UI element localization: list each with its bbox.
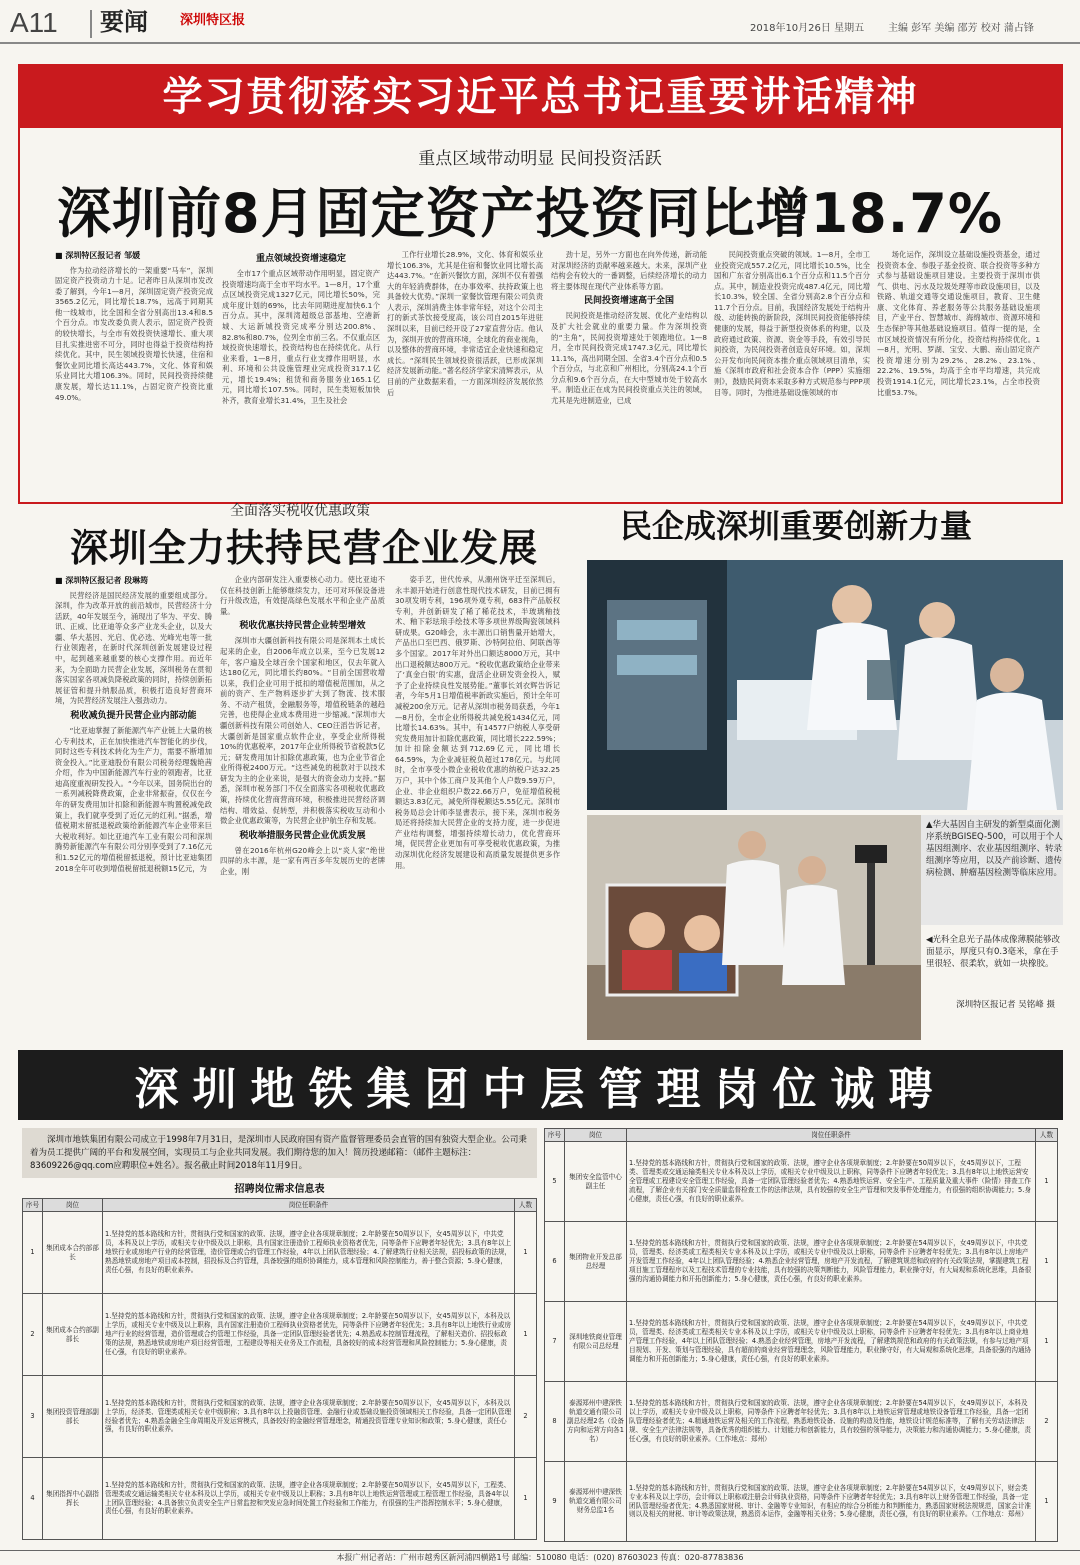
table-cell-post: 集团物业开发总部总经理 — [565, 1222, 627, 1302]
subhead: 重点领域投资增速稳定 — [255, 254, 346, 264]
paragraph: 民间投资是推动经济发展、优化产业结构以及扩大社会就业的重要力量。作为深圳投资的“主角”，民间投资增速处于领跑地位。1—8月，全市民间投资完成1747.3亿元，同比增长11.1%，高出同期全国、全省3.4个百分点和0.5个百分点，与北京和广州相比，分别高24.1个百分点和9.6个百分点，在大中型城市处于较高水平。制造业正在成为民间投资重点关注的领域，尤其是先进制造业，已成 — [551, 311, 707, 405]
page-footer: 本报广州记者站：广州市越秀区新河浦四横路1号 邮编：510080 电话：(020) 87603023 传真：020-87783836 — [0, 1550, 1080, 1565]
col-header: 序号 — [23, 1199, 43, 1212]
divider — [90, 10, 92, 38]
article1-column — [387, 250, 543, 495]
table-row — [23, 1212, 537, 1294]
table-cell-n: 4 — [23, 1458, 43, 1540]
col-header: 序号 — [545, 1129, 565, 1142]
recruitment-intro — [22, 1128, 537, 1178]
table-cell-count: 1 — [1036, 1462, 1058, 1542]
table-row — [23, 1376, 537, 1458]
paragraph: 深圳市大疆创新科技有限公司是深圳本土成长起来的企业，自2006年成立以来，至今已发展12年，客户遍及全球百余个国家和地区，仅去年就入达180亿元，同比增长约80%。“目前全国营收增以来，我们企业可用于抵扣的增值税范围加，从之前的资产、生产物料逐步扩大到了物流、技术服务、不动产租赁，金融服务等，增值税链条的越趋完善，也使得企业成本费用进一步缩减。”深圳市大疆创新科技有限公司创始人、CEO汪滔告诉记者，大疆创新是国家重点软件企业，享受企业所得税10%的优惠税率，2017年企业所得税节省税款5亿元；研发费用加计扣除优惠政策，也为企业节省企业所得税2400万元。“这些减免的税款对于以技术研发为主的企业来说，是强大的资金动力支持。”据悉，深圳市税务部门不仅全面落实各项税收优惠政策，持续优化营商营商环境，积极推进民营经济调结构、增效益、促转型，并积极落实税收互动和小微企业优惠政策等，为民营企业护航生存和发展。 — [220, 636, 385, 826]
jobs-table-right — [544, 1128, 1058, 1542]
table-row — [545, 1142, 1058, 1222]
table-cell-req: 1.坚持党的基本路线和方针，贯彻执行党和国家的政策、法规，遵守企业各项规章制度；2.年龄要在50周岁以下，女45周岁以下，工程类、管理类或交通运输类相关专业本科及以上学历，或相关专业中级及以上职称；3.具有8年以上地铁运营管理或工程管理工作经验，具备4年以上团队管理经验；4.具备独立负责安全生产日常监控和突发应急时间处置工作经验和工作能力，有很强的生产指挥控制水平；5.身心健康，责任心强，有良好的职业素养。 — [103, 1458, 515, 1540]
intro-text: 深圳市地铁集团有限公司成立于1998年7月31日，是深圳市人民政府国有资产监督管理委员会直管的国有独资大型企业。公司秉着为员工提供广阔的平台和发展空间，实现员工与企业共同发展。我们期待您的加入！简历投递邮箱：（邮件主题标注：83609226@qq.com应聘职位+姓名）。报名截止时间2018年11月9日。 — [30, 1135, 527, 1171]
theme-banner — [18, 64, 1063, 126]
article2-column — [55, 575, 212, 1045]
col-header: 人数 — [515, 1199, 537, 1212]
col-header: 人数 — [1036, 1129, 1058, 1142]
recruitment-banner-text: 深圳地铁集团中层管理岗位诚聘 — [134, 1064, 947, 1115]
subhead: 民间投资增速高于全国 — [583, 296, 674, 307]
feature-headline: 民企成深圳重要创新力量 — [620, 507, 973, 545]
table-row — [23, 1294, 537, 1376]
table-cell-n: 2 — [23, 1294, 43, 1376]
table-cell-post: 深圳地铁商业管理有限公司总经理 — [565, 1302, 627, 1382]
paragraph: 曾在2016年杭州G20峰会上以“炎人家”绝世四屏的永丰源，是一家有两百多年发展历史的老牌企业，刚 — [220, 845, 385, 876]
table-cell-req: 1.坚持党的基本路线和方针，贯彻执行党和国家的政策、法规，遵守企业各项规章制度；2.年龄要在50周岁以下，女45周岁以下，工程类、管理类或交通运输类相关专业本科及以上学历，或相关专业中级及以上职称，同等条件下应聘者年轻优先；3.具有8年以上地铁运营安全管理或工程建设安全管理工作经验，具备一定团队管理经验者优先；4.熟悉地铁运营、安全生产、工程质量及重大事件（险情）排查工作流程，了解企业有关部门安全质量监督检查工作的法律法规，具有较强的安全生产管理和突发事件处理能力，有很强的组织协调能力；5.身心健康，责任心强，有良好的职业素养。 — [627, 1142, 1036, 1222]
table-cell-n: 7 — [545, 1302, 565, 1382]
table-cell-count: 1 — [515, 1294, 537, 1376]
table-cell-n: 3 — [23, 1376, 43, 1458]
table-cell-n: 1 — [23, 1212, 43, 1294]
display-film-illustration — [587, 815, 921, 1040]
table-cell-n: 8 — [545, 1382, 565, 1462]
issue-date: 2018年10月26日 星期五 — [750, 23, 865, 34]
table-cell-req: 1.坚持党的基本路线和方针，贯彻执行党和国家的政策、法规，遵守企业各项规章制度；2.年龄要在50周岁以下，女45周岁以下，本科及以上学历，或相关专业中级及以上职称，具有国家注册造价工程师执业资格者优先，同等条件下应聘者年轻优先；3.具有8年以上地铁行业或房地产行业的经营管理，造价管理或合约管理工作经验，具备一定团队管理经验者优先；4.熟悉成本控制管理流程，了解相关造价、招投标政策的法规，熟悉地铁或房地产项目经营管理，工程建设等相关业务及工作流程，具备较好的成本经营管理和风险控制能力；5.身心健康，责任心强，有良好的职业素养。 — [103, 1294, 515, 1376]
table-cell-req: 1.坚持党的基本路线和方针，贯彻执行党和国家的政策、法规，遵守企业各项规章制度；2.年龄要在54周岁以下，女49周岁以下，中共党员，管理类、经济类或工程类相关专业本科及以上学历，或相关专业中级及以上职称，同等条件下应聘者年轻优先；3.具有8年以上房地产开发管理工作经验，4年以上团队管理经验；4.熟悉企业经营管理，房地产开发流程，了解建筑规范和政府的有关政策法规，掌握建筑工程项目施工管理程序以及工程技术管理的专业技能，具有较强的决策判断能力，风险管理能力，职业操守好，有大局观和系统化思维，具备很强的沟通协调能力和开拓创新能力；5.身心健康，责任心强，有良好的职业素养。 — [627, 1222, 1036, 1302]
table-cell-post: 集团指挥中心副指挥长 — [43, 1458, 103, 1540]
article1-kicker: 重点区域带动明显 民间投资活跃 — [418, 149, 662, 169]
table-cell-count: 1 — [1036, 1222, 1058, 1302]
photo-credit: 深圳特区报记者 吴铭峰 摄 — [956, 1000, 1055, 1010]
byline: ■ 深圳特区报记者 邹媛 — [55, 251, 141, 260]
photo-caption-1: ▲华大基因自主研发的新型桌面化测序系统BGISEQ-500，可以用于个人基因组测序、农业基因组测序、转录组测序等应用，以及产前诊断、遗传病检测、肿瘤基因检测等临床应用。 — [926, 820, 1063, 878]
article2-kicker: 全面落实税收优惠政策 — [230, 503, 370, 519]
page-number: A11 — [10, 7, 58, 38]
paragraph: 民间投资重点突破的领域。1—8月，全市工业投资完成557.2亿元，同比增长10.5%，比全国和广东省分别高出6.1个百分点和11.5个百分点。其中，制造业投资完成487.4亿元，同比增长10.3%，较全国、全省分别高2.8个百分点和11.7个百分点。目前，我国经济发展处于结构升级、动能转换的新阶段，深圳民间投资能够持续健康的发展，得益于新型投资体系的构建，以及政府通过政策、资源、资金等手段，有效引导民间投资，为民间投资者创造良好环境。如，深圳公开发布向民间资本推介重点领域项目清单，实施《深圳市政府和社会资本合作（PPP）实施细则》，鼓励民间资本采取多种方式规范参与PPP项目等。同时，为推进基础设施领域的市 — [714, 250, 870, 397]
subhead: 税收优惠扶持民营企业转型增效 — [239, 621, 366, 632]
table-cell-count: 1 — [1036, 1142, 1058, 1222]
paragraph: 企业内部研发注入重要核心动力。使比亚迪不仅在科技创新上能够继续发力，还可对环保设备进行升级改造，有效提高绿色发展水平和企业产品质量。 — [220, 575, 385, 616]
photo-caption-2: ◀光科全息光子晶体成像薄膜能够改面显示，厚度只有0.3毫米，拿在手里很轻、很柔软，就如一块橡胶。 — [926, 935, 1061, 969]
masthead — [0, 0, 1080, 44]
article1-headline: 深圳前8月固定资产投资同比增18.7% — [57, 182, 1003, 245]
paragraph: 姿手艺，世代传承，从潮州饶平迁至深圳后，永丰源开始进行创意性现代技术研发，目前已拥有30项发明专利，196项外观专利，683件产品版权专利，并创新研发了稀了稀花技术，半玻璃釉技术、釉下彩珐琅手绘技术等多项世界级陶瓷领域科研成果。G20峰会，永丰源出口销售量开始增大，产品出口至巴西、俄罗斯、沙特阿拉伯、阿联酋等多个国家。2017年对外出口额达8000万元，其中出口退税额达800万元。“税收优惠政策给企业带来了‘真金白银’的实惠，盘活企业研发资金投入，赋予了企业持续良性发展势能。”董事长刘衣辉告诉记者，今年5月1日增值税率新政实施后，预计全年可减税200余万元。记者从深圳市税务局获悉，今年1—8月份，全市企业所得税共减免税1434亿元，同比增长14.63%。其中，有14577户纳税人享受研究发费用加计扣除优惠政策，同比增长222.59%；加计扣除金额达到712.69亿元，同比增长64.59%，为企业减征税负超过178亿元。与此同时，全市享受小微企业税收优惠的纳税户达32.25万户，其中个体工商户及其他个人户数9.59万户，企业、非企业组织户数22.66万户，免征增值税税额达3.83亿元，减免所得税额达5.55亿元。深圳市税务局总会计师李显書表示，接下来，深圳市税务局还将持续加大民营企业的支持力度，进一步促进产业结构调整，增强持续增长动力，优化营商环境，促民营企业更加有可享受税收优惠政策，为推动深圳优化经济发展建设和高质量发展提供更多作用。 — [395, 575, 560, 870]
table-cell-n: 6 — [545, 1222, 565, 1302]
table-cell-req: 1.坚持党的基本路线和方针，贯彻执行党和国家的政策、法规，遵守企业各项规章制度；2.年龄要在54周岁以下，女49周岁以下，中共党员，管理类、经济类或工程类相关专业本科及以上学历，或相关专业中级及以上职称，同等条件下应聘者年轻优先；3.具有8年以上商业地产管理工作经验，4年以上团队管理经验；4.熟悉企业经营管理，房地产开发流程，了解建筑规范和政府的有关政策法规，有参与过地产项目规划、开发、策划与管理经验，具有超前的商业经营管理理念，风险管理能力，职业操守好，有大局观和系统化思维，具备很强的沟通协调能力和开拓创新能力；5.身心健康，责任心强，有良好的职业素养。 — [627, 1302, 1036, 1382]
article2-column — [220, 575, 385, 1045]
table-row — [545, 1462, 1058, 1542]
table-cell-req: 1.坚持党的基本路线和方针，贯彻执行党和国家的政策、法规，遵守企业各项规章制度；2.年龄要在54周岁以下，女49周岁以下，本科及以上学历，或相关专业中级及以上职称，同等条件下应聘者年轻优先；3.具有8年以上地铁运营管理或地铁设备管理工作经验，具备一定团队管理经验者优先；4.精通地铁运营及相关的工作流程，熟悉地铁设备、设施的构造及性能，地铁设计规范标准等，了解有关劳动法律法规、安全生产法律法规等，具备优秀的组织能力、计划能力和创新能力，具有较强的领导能力，决策能力和沟通协调能力；5.身心健康，责任心强，有良好的职业素养。（工作地点：郑州） — [627, 1382, 1036, 1462]
subhead: 税收减负提升民营企业内部动能 — [70, 710, 197, 721]
jobs-table-left — [22, 1198, 537, 1540]
table-cell-post: 集团成本合约部副部长 — [43, 1294, 103, 1376]
paper-logo: 深圳特区报 — [180, 13, 246, 28]
table-row — [23, 1458, 537, 1540]
article2-column — [395, 575, 560, 1045]
table-header-row — [545, 1129, 1058, 1142]
paragraph: 民营经济是国民经济发展的重要组成部分。深圳，作为改革开放的前沿城市，民营经济十分活跃，40年发展至今，涌现出了华为、平安、腾讯、正威、比亚迪等众多产业龙头企业，以及大疆、华大基因、光启、优必选、光峰光电等一批行业领跑者，在新时代深圳创新发展建设过程中，起到越来越重要的核心支撑作用。而近年来，为全面助力民营企业发展，深圳税务在贯彻落实国家各项减负降税政策的同时，持续创新拓展征管和提升纳服品质，积极打造良好营商环境，为民营经济发展注入强劲动力。 — [55, 590, 212, 706]
table-cell-post: 泰源郑州中建深铁轨道交通有限公司副总经理2名（设备方向和运营方向各1名） — [565, 1382, 627, 1462]
lab-photo-illustration — [587, 560, 1063, 810]
table-row — [545, 1302, 1058, 1382]
paragraph: 劲十足，另外一方面也在向外传递，新动能对深圳经济的贡献率越来越大。未来，深圳产业结构会有较大的一番调整，后续经济增长的动力将主要体现在现代产业体系等方面。 — [551, 250, 707, 291]
article1-column — [55, 250, 213, 495]
paragraph: 作为拉动经济增长的一架重要“马车”，深圳固定资产投资动力十足。记者昨日从深圳市发改委了解到，今年1—8月，深圳固定资产投资完成3565.2亿元，同比增长18.7%，远高于同期其他一线城市，比全国和全省分别高出13.4和8.5个百分点。市发改委负责人表示，固定资产投资的较快增长，与全市有效投资快速增长、重大项目扎实推进密不可分，同时也得益于投资结构持续优化。其中，民生领域投资增长快速，住宿和餐饮业同比增长高达443.7%，文化、体育和娱乐业同比大增106.3%。同时，民间投资持续健康发展，增长达11.1%，占固定资产投资比重49.0%。 — [55, 265, 213, 402]
table-cell-count: 2 — [515, 1376, 537, 1458]
col-header: 岗位 — [565, 1129, 627, 1142]
paragraph: 全市17个重点区域带动作用明显，固定资产投资增速均高于全市平均水平。1—8月，17个重点区域投资完成1327亿元，同比增长50%，完成年度计划的69%，比去年同期进度加快6.1个百分点。其中，深圳湾超级总部基地、空港新城、大运新城投资完成率分别达200.8%、82.8%和80.7%，位列全市前三名。不仅重点区域投资快速增长，投资结构也在持续优化。从行业来看，1—8月，重点行业支撑作用明显，水利、环境和公共设施管理业完成投资317.1亿元，增长19.4%；租赁和商务服务业165.1亿元，同比增长107.5%。同时，民生类短板加快补齐，教育业增长31.4%，卫生及社会 — [222, 269, 380, 405]
table-cell-req: 1.坚持党的基本路线和方针，贯彻执行党和国家的政策、法规，遵守企业各项规章制度；2.年龄要在50周岁以下，女45周岁以下，中共党员，本科及以上学历，或相关专业中级及以上职称，具有国家注册造价工程师执业资格者优先，同等条件下应聘者年轻优先；3.具有8年以上地铁行业或房地产行业的经营管理，造价管理或合约管理工作经验，4年以上团队管理经验；4.了解建筑行业相关法规，招投标政策的法规，熟悉地铁或房地产项目成本控制，招投标及合约管理，具备较强的组织协调能力，成本管理和风险控制能力，善于整合资源；5.身心健康，责任心强，有良好的职业素养。 — [103, 1212, 515, 1294]
table-cell-post: 集团安全监管中心副主任 — [565, 1142, 627, 1222]
article1-column — [714, 250, 870, 495]
table-cell-n: 5 — [545, 1142, 565, 1222]
table-cell-req: 1.坚持党的基本路线和方针，贯彻执行党和国家的政策、法规，遵守企业各项规章制度；2.年龄要在54周岁以下，女49周岁以下，财会类专业本科及以上学历，会计师以上职称或注册会计师执业资格，同等条件下应聘者年轻优先；3.具有8年以上财务管理工作经验，具备一定团队管理经验者优先；4.熟悉国家财税、审计、金融等专业知识，有相应的综合分析能力和判断能力，熟悉国家财税法规规范，国家会计准则以及相关的财税、审计等政策法规，熟悉资本运作，金融等相关业务；5.身心健康，责任心强，有良好的职业素养。（工作地点：郑州） — [627, 1462, 1036, 1542]
article1-column — [877, 250, 1040, 495]
table-cell-post: 集团成本合约部部长 — [43, 1212, 103, 1294]
col-header: 岗位 — [43, 1199, 103, 1212]
display-film-photo — [587, 815, 921, 1040]
table-cell-n: 9 — [545, 1462, 565, 1542]
paragraph: 工作行业增长28.9%，文化、体育和娱乐业增长106.3%，尤其是住宿和餐饮业同比增长高达443.7%。“在新兴餐饮方面，深圳不仅有着强大的年轻消费群体，在办事效率、扶持政策上也具备较大优势。”深圳一家餐饮管理有限公司负责人表示，深圳消费主体非常年轻，对这个公司主打的新式茶饮接受度高，该公司自2015年进驻深圳以来，目前已经开设了27家直营分店。他认为，深圳开放的营商环境，全球化的商业视角，以及整体的营商环境，非常适宜企业快速和稳定成长。“深圳民生领域投资很活跃，已形成深圳经济发展新动能。”著名经济学家宋清辉表示，从目前的产业数据来看，一方面深圳经济发展依然后 — [387, 250, 543, 397]
table-cell-post: 泰源郑州中建深铁轨道交通有限公司财务总监1名 — [565, 1462, 627, 1542]
article1-column — [222, 250, 380, 495]
recruitment-banner — [18, 1050, 1063, 1120]
table-cell-req: 1.坚持党的基本路线和方针，贯彻执行党和国家的政策、法规，遵守企业各项规章制度；2.年龄要在50周岁以下，女45周岁以下，本科及以上学历，经济类、管理类或相关专业中级职称；3.具有8年以上投融资管理、金融行业或基础设施投资领域相关工作经验，具备一定团队管理经验者优先；4.熟悉金融全生命周期及开发运营模式，具备较好的金融经营管理理念，精通投资管理专业知识和政策；5.身心健康，责任心强，有良好的职业素养。 — [103, 1376, 515, 1458]
paragraph: “比亚迪掌握了新能源汽车产业链上大量的核心专利技术，正在加快推进汽车智能化的步伐，同时这些专利技术转化为生产力，需要不断增加资金投入。”比亚迪股份有限公司税务经理魏艳茜介绍，作为中国新能源汽车行业的领跑者，比亚迪高度重视研发投入。“今年以来，国务院出台的一系列减税降费政策，企业非常振奋，仅仅在今年的研发费用加计扣除和新能源车购置税减免政策上，我们就享受到了近亿元的红利。”据悉，增值税期末留抵退税政策给新能源汽车企业带来巨大税收利好。如比亚迪汽车工业有限公司和深圳腾势新能源汽车有限公司分别享受到了7.16亿元和1.52亿元的增值税留抵退税，预计比亚迪集团2018全年可收到增值税留抵退税额15亿元，为 — [55, 726, 212, 873]
col-header: 岗位任职条件 — [103, 1199, 515, 1212]
table-cell-count: 2 — [1036, 1382, 1058, 1462]
col-header: 岗位任职条件 — [627, 1129, 1036, 1142]
table-row — [545, 1222, 1058, 1302]
table-header-row — [23, 1199, 537, 1212]
section-name: 要闻 — [100, 8, 148, 36]
lab-photo — [587, 560, 1063, 810]
table-cell-count: 1 — [515, 1212, 537, 1294]
table-cell-count: 1 — [1036, 1302, 1058, 1382]
article2-headline: 深圳全力扶持民营企业发展 — [70, 525, 539, 570]
theme-banner-text: 学习贯彻落实习近平总书记重要讲话精神 — [162, 73, 919, 120]
table-row — [545, 1382, 1058, 1462]
paragraph: 场化运作，深圳设立基础设施投资基金，通过投资资本金、参股子基金投资、联合投资等多种方式参与基础设施项目建设。主要投资于深圳市供气、供电、污水及垃圾处理等市政设施项目，以及铁路、轨道交通等交通设施项目，教育、卫生健康、文化体育、养老服务等公共服务基础设施项目，产业平台、智慧城市、海绵城市、资源环境和生态保护等其他基础设施项目。值得一提的是，全市区域投资情况有所分化，投资结构持续优化。1—8月，光明、罗湖、宝安、大鹏、南山固定资产投资增速分别为29.2%、28.2%、23.1%、22.2%、19.5%，均高于全市平均增速，共完成投资1914.1亿元，同比增长23.1%，占全市投资比重53.7%。 — [877, 250, 1040, 397]
table-cell-count: 1 — [515, 1458, 537, 1540]
article1-column — [551, 250, 707, 495]
subhead: 税收举措服务民营企业优质发展 — [239, 830, 366, 841]
editor-credits: 主编 彭军 美编 邵芳 校对 蒲占锋 — [888, 23, 1034, 34]
table-cell-post: 集团投资管理部副部长 — [43, 1376, 103, 1458]
table-title: 招聘岗位需求信息表 — [234, 1184, 325, 1195]
byline: ■ 深圳特区报记者 段琳筠 — [55, 576, 149, 585]
